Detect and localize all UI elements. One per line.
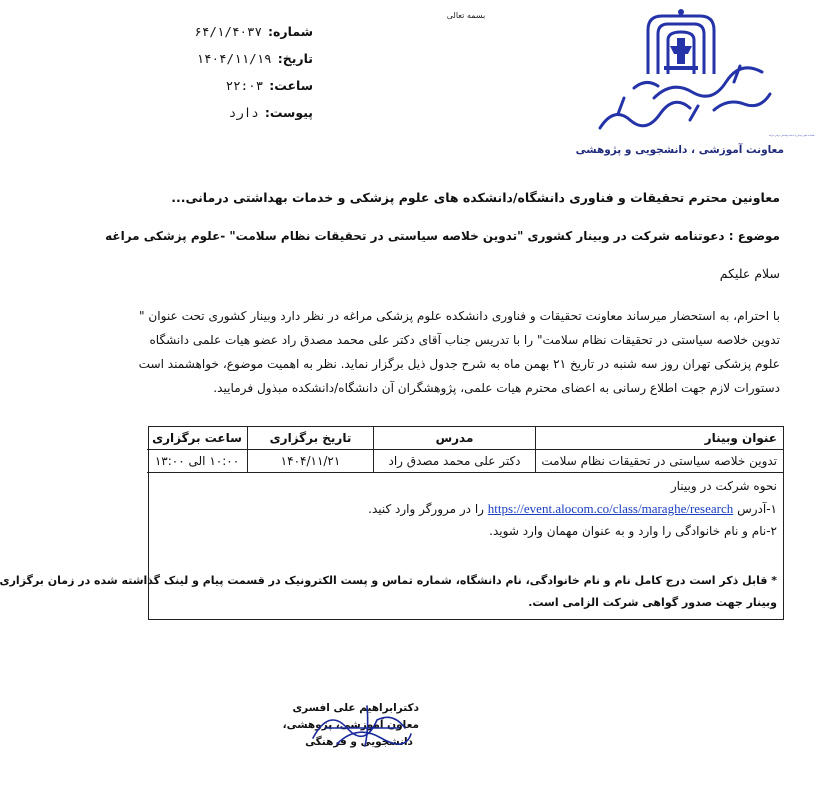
table-header-title: عنوان وبینار — [535, 427, 783, 450]
department-subtitle: معاونت آموزشی ، دانشجویی و پژوهشی — [575, 144, 784, 156]
letter-attachment-value: دارد — [228, 105, 259, 120]
letter-time-value: ۲۲:۰۳ — [225, 78, 264, 93]
webinar-table — [149, 427, 783, 473]
signatory-title-line2: دانشجویی و فرهنگی — [305, 736, 413, 748]
table-header-lecturer: مدرس — [373, 427, 535, 450]
signatory-title-line1: معاون آموزشی، پژوهشی، — [282, 719, 419, 731]
subject-line: موضوع : دعوتنامه شرکت در وبینار کشوری "تدوین خلاصه سیاستی در تحقیقات نظام سلامت" -علوم پزشکی مراغه — [105, 229, 780, 243]
paragraph-line: علوم پزشکی تهران روز سه شنبه در تاریخ ۲۱ بهمن ماه به شرح جدول ذیل برگزار نماید. نظر به اهمیت موضوع، خواهشمند است — [138, 357, 780, 371]
letter-date-row — [196, 45, 313, 72]
note-line: وبینار جهت صدور گواهی شرکت الزامی است. — [528, 596, 777, 609]
signature-block — [282, 700, 419, 751]
table-header-time: ساعت برگزاری — [147, 427, 247, 450]
greeting: سلام علیکم — [719, 266, 780, 281]
letter-number-row — [194, 18, 313, 45]
table-cell-lecturer: دکتر علی محمد مصدق راد — [373, 450, 535, 473]
letter-attachment-row — [213, 99, 313, 126]
note-line: * قابل ذکر است درج کامل نام و نام خانوادگی، نام دانشگاه، شماره تماس و پست الکترونیک در قسمت پیام و لینک گذاشته شده در زمان برگزاری — [0, 574, 777, 587]
webinar-link[interactable]: https://event.alocom.co/class/maraghe/research — [487, 501, 734, 516]
table-cell-title: تدوین خلاصه سیاستی در تحقیقات نظام سلامت — [535, 450, 783, 473]
letter-number-label: شماره: — [268, 24, 313, 39]
join-step-1-prefix: ۱-آدرس — [737, 502, 777, 516]
university-logo-lettering — [594, 58, 816, 138]
letter-time-label: ساعت: — [269, 78, 313, 93]
body-paragraph — [138, 304, 780, 400]
signatory-name: دکترابراهیم علی افسری — [292, 702, 419, 714]
paragraph-line: تدوین خلاصه سیاستی در تحقیقات نظام سلامت" را با تدریس جناب آقای دکتر علی محمد مصدق راد عضو هیات علمی دانشگاه — [149, 333, 780, 347]
join-step-1 — [368, 501, 777, 517]
letter-meta — [194, 18, 313, 126]
how-to-join-heading: نحوه شرکت در وبینار — [670, 479, 777, 493]
table-cell-time: ۱۰:۰۰ الی ۱۳:۰۰ — [147, 450, 247, 473]
join-step-1-suffix: را در مرورگر وارد کنید. — [368, 502, 484, 516]
letter-attachment-label: پیوست: — [264, 105, 313, 120]
webinar-info-box — [0, 426, 784, 620]
table-cell-date: ۱۴۰۴/۱۱/۲۱ — [247, 450, 373, 473]
paragraph-line: دستورات لازم جهت اطلاع رسانی به اعضای محترم هیات علمی، پژوهشگران آن دانشگاه/دانشکده مبذول فرمایید. — [213, 381, 780, 395]
letter-number-value: ۶۴/۱/۴۰۳۷ — [194, 24, 263, 39]
important-note — [0, 570, 777, 614]
table-header-date: تاریخ برگزاری — [247, 427, 373, 450]
letter-time-row — [213, 72, 313, 99]
join-step-2: ۲-نام و نام خانوادگی را وارد و به عنوان مهمان وارد شوید. — [489, 524, 777, 538]
logo-lettering-text: دانشکده علوم پزشکی و خدمات بهداشتی درمانی مراغه — [769, 135, 816, 137]
letter-date-value: ۱۴۰۴/۱۱/۱۹ — [196, 51, 272, 66]
university-logo — [570, 4, 816, 142]
basmala: بسمه تعالی — [446, 11, 486, 20]
letter-date-label: تاریخ: — [277, 51, 313, 66]
paragraph-line: با احترام، به استحضار میرساند معاونت تحقیقات و فناوری دانشکده علوم پزشکی مراغه در نظر دارد وبینار کشوری تحت عنوان " — [138, 309, 780, 323]
addressee: معاونین محترم تحقیقات و فناوری دانشگاه/دانشکده های علوم پزشکی و خدمات بهداشتی درمانی... — [171, 190, 780, 205]
